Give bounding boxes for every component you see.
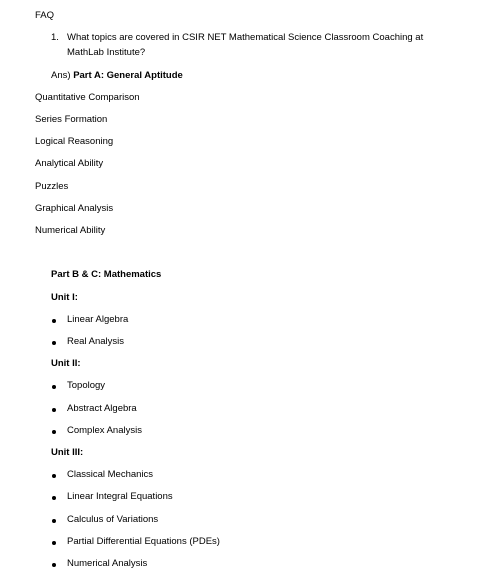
unit-title: Unit III: (51, 447, 84, 458)
bullet-icon (52, 319, 56, 323)
part-a-item: Analytical Ability (35, 158, 104, 169)
unit-item: Linear Algebra (67, 314, 129, 325)
unit-item: Numerical Analysis (67, 558, 148, 569)
part-a-item: Numerical Ability (35, 225, 106, 236)
unit-title: Unit II: (51, 358, 81, 369)
part-a-item: Graphical Analysis (35, 203, 114, 214)
bullet-icon (52, 519, 56, 523)
unit-title: Unit I: (51, 292, 78, 303)
part-a-item: Quantitative Comparison (35, 92, 140, 103)
unit-item: Complex Analysis (67, 425, 142, 436)
answer-line (51, 70, 183, 81)
question-line-2: MathLab Institute? (67, 47, 146, 58)
part-a-item: Logical Reasoning (35, 136, 114, 147)
bullet-icon (52, 563, 56, 567)
part-a-item: Puzzles (35, 181, 69, 192)
unit-item: Calculus of Variations (67, 514, 159, 525)
unit-item: Partial Differential Equations (PDEs) (67, 536, 220, 547)
unit-item: Real Analysis (67, 336, 125, 347)
question-line-1: What topics are covered in CSIR NET Mathematical Science Classroom Coaching at (67, 32, 424, 43)
question-number: 1. (51, 32, 59, 43)
bullet-icon (52, 474, 56, 478)
bullet-icon (52, 496, 56, 500)
answer-prefix: Ans) (51, 70, 71, 81)
unit-item: Linear Integral Equations (67, 491, 173, 502)
bullet-icon (52, 541, 56, 545)
unit-item: Abstract Algebra (67, 403, 137, 414)
unit-item: Classical Mechanics (67, 469, 154, 480)
unit-item: Topology (67, 380, 106, 391)
bullet-icon (52, 341, 56, 345)
bullet-icon (52, 430, 56, 434)
part-a-item: Series Formation (35, 114, 108, 125)
part-a-title: Part A: General Aptitude (73, 70, 183, 81)
question-text (67, 30, 423, 60)
bullet-icon (52, 408, 56, 412)
part-bc-title: Part B & C: Mathematics (51, 269, 162, 280)
bullet-icon (52, 385, 56, 389)
faq-heading: FAQ (35, 10, 55, 21)
